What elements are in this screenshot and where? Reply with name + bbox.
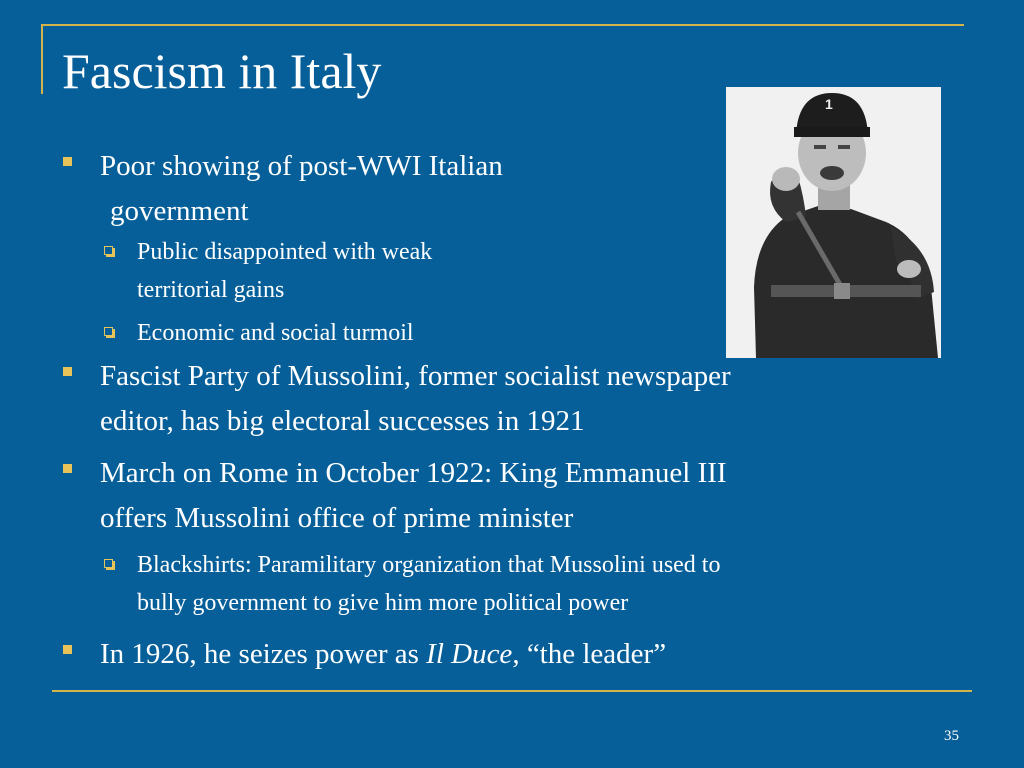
square-bullet-icon [63,464,72,473]
mussolini-photo [726,87,941,358]
slide-title: Fascism in Italy [62,43,382,99]
bullet-item [100,632,666,677]
bullet-line: editor, has big electoral successes in 1921 [100,405,585,437]
top-frame-line [41,24,964,26]
bullet-line: government [110,195,249,227]
sub-bullet-item [137,314,414,352]
square-bullet-icon [63,157,72,166]
bullet-line: Fascist Party of Mussolini, former socialist newspaper [100,360,731,392]
sub-bullet-text [137,546,720,622]
bullet-text [100,632,666,677]
il-duce-term: Il Duce [426,638,513,670]
cap-badge-label: 1 [825,96,833,112]
square-bullet-icon [63,367,72,376]
hollow-square-bullet-icon [104,246,113,255]
bullet-line: March on Rome in October 1922: King Emmanuel III [100,457,727,489]
bullet-line: offers Mussolini office of prime minister [100,502,574,534]
sub-bullet-item [137,546,720,622]
bullet-text [100,451,727,541]
bottom-divider [52,690,972,692]
bullet-item [100,354,731,444]
bullet-text [100,354,731,444]
bullet-line: Poor showing of post-WWI Italian [100,150,503,182]
sub-bullet-item [137,233,432,309]
square-bullet-icon [63,645,72,654]
slide-number: 35 [944,728,959,744]
bullet-item [100,144,503,234]
sub-bullet-line: bully government to give him more political power [137,590,629,616]
sub-bullet-text [137,233,432,309]
bullet-text-part: , “the leader” [512,638,667,670]
sub-bullet-line: Public disappointed with weak [137,239,433,265]
sub-bullet-line: Blackshirts: Paramilitary organization that Mussolini used to [137,552,721,578]
bullet-text-part: In 1926, he seizes power as [100,638,427,670]
bullet-text [100,144,503,234]
sub-bullet-text: Economic and social turmoil [137,320,414,346]
bullet-item [100,451,727,541]
hollow-square-bullet-icon [104,327,113,336]
sub-bullet-line: territorial gains [137,277,285,303]
hollow-square-bullet-icon [104,559,113,568]
left-frame-line [41,24,43,94]
